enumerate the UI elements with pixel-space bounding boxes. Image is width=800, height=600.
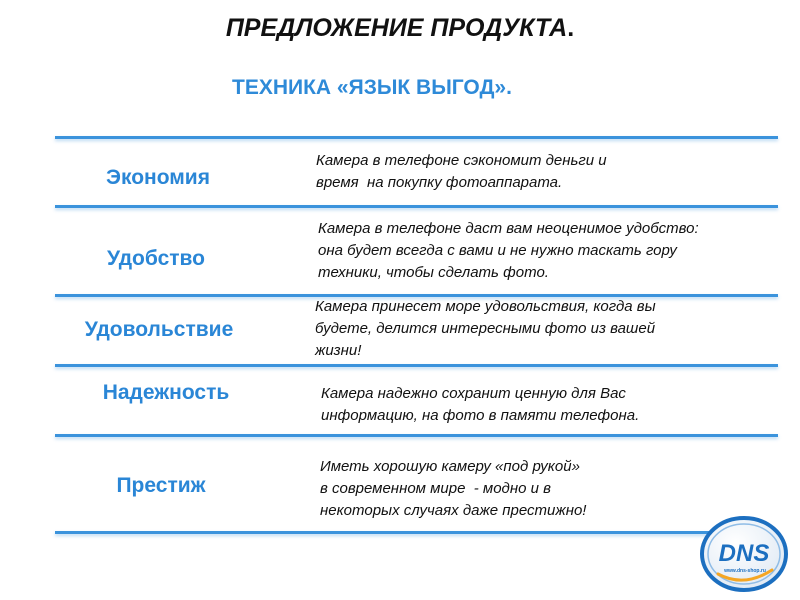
table-divider	[55, 136, 778, 139]
logo-text: DNS	[718, 540, 770, 567]
benefit-term-reliability: Надежность	[102, 381, 230, 404]
table-divider	[55, 364, 778, 367]
page-title	[0, 14, 800, 43]
benefit-description-pleasure: Камера принесет море удовольствия, когда вы будете, делится интересными фото из вашей жизни!	[315, 298, 656, 359]
benefit-description-economy: Камера в телефоне сэкономит деньги и время на покупку фотоаппарата.	[316, 152, 607, 191]
benefit-term-prestige: Престиж	[116, 474, 206, 497]
table-divider	[55, 434, 778, 437]
benefit-description-prestige: Иметь хорошую камеру «под рукой» в современном мире - модно и в некоторых случаях даже престижно!	[320, 458, 587, 519]
benefit-term-pleasure: Удовольствие	[84, 318, 234, 341]
benefit-term-convenience: Удобство	[106, 247, 206, 270]
logo-subtext: www.dns-shop.ru	[724, 568, 766, 574]
dns-logo	[700, 516, 788, 592]
table-divider	[55, 531, 778, 534]
page-title-dot: .	[567, 14, 575, 42]
benefit-term-economy: Экономия	[106, 166, 210, 189]
benefit-description-convenience: Камера в телефоне даст вам неоценимое удобство: она будет всегда с вами и не нужно таскать гору техники, чтобы сделать фото.	[318, 220, 699, 281]
benefit-description-reliability: Камера надежно сохранит ценную для Вас информацию, на фото в памяти телефона.	[321, 385, 640, 424]
page-title-text: ПРЕДЛОЖЕНИЕ ПРОДУКТА	[225, 14, 568, 42]
page-subtitle: ТЕХНИКА «ЯЗЫК ВЫГОД».	[232, 76, 512, 99]
table-divider	[55, 205, 778, 208]
